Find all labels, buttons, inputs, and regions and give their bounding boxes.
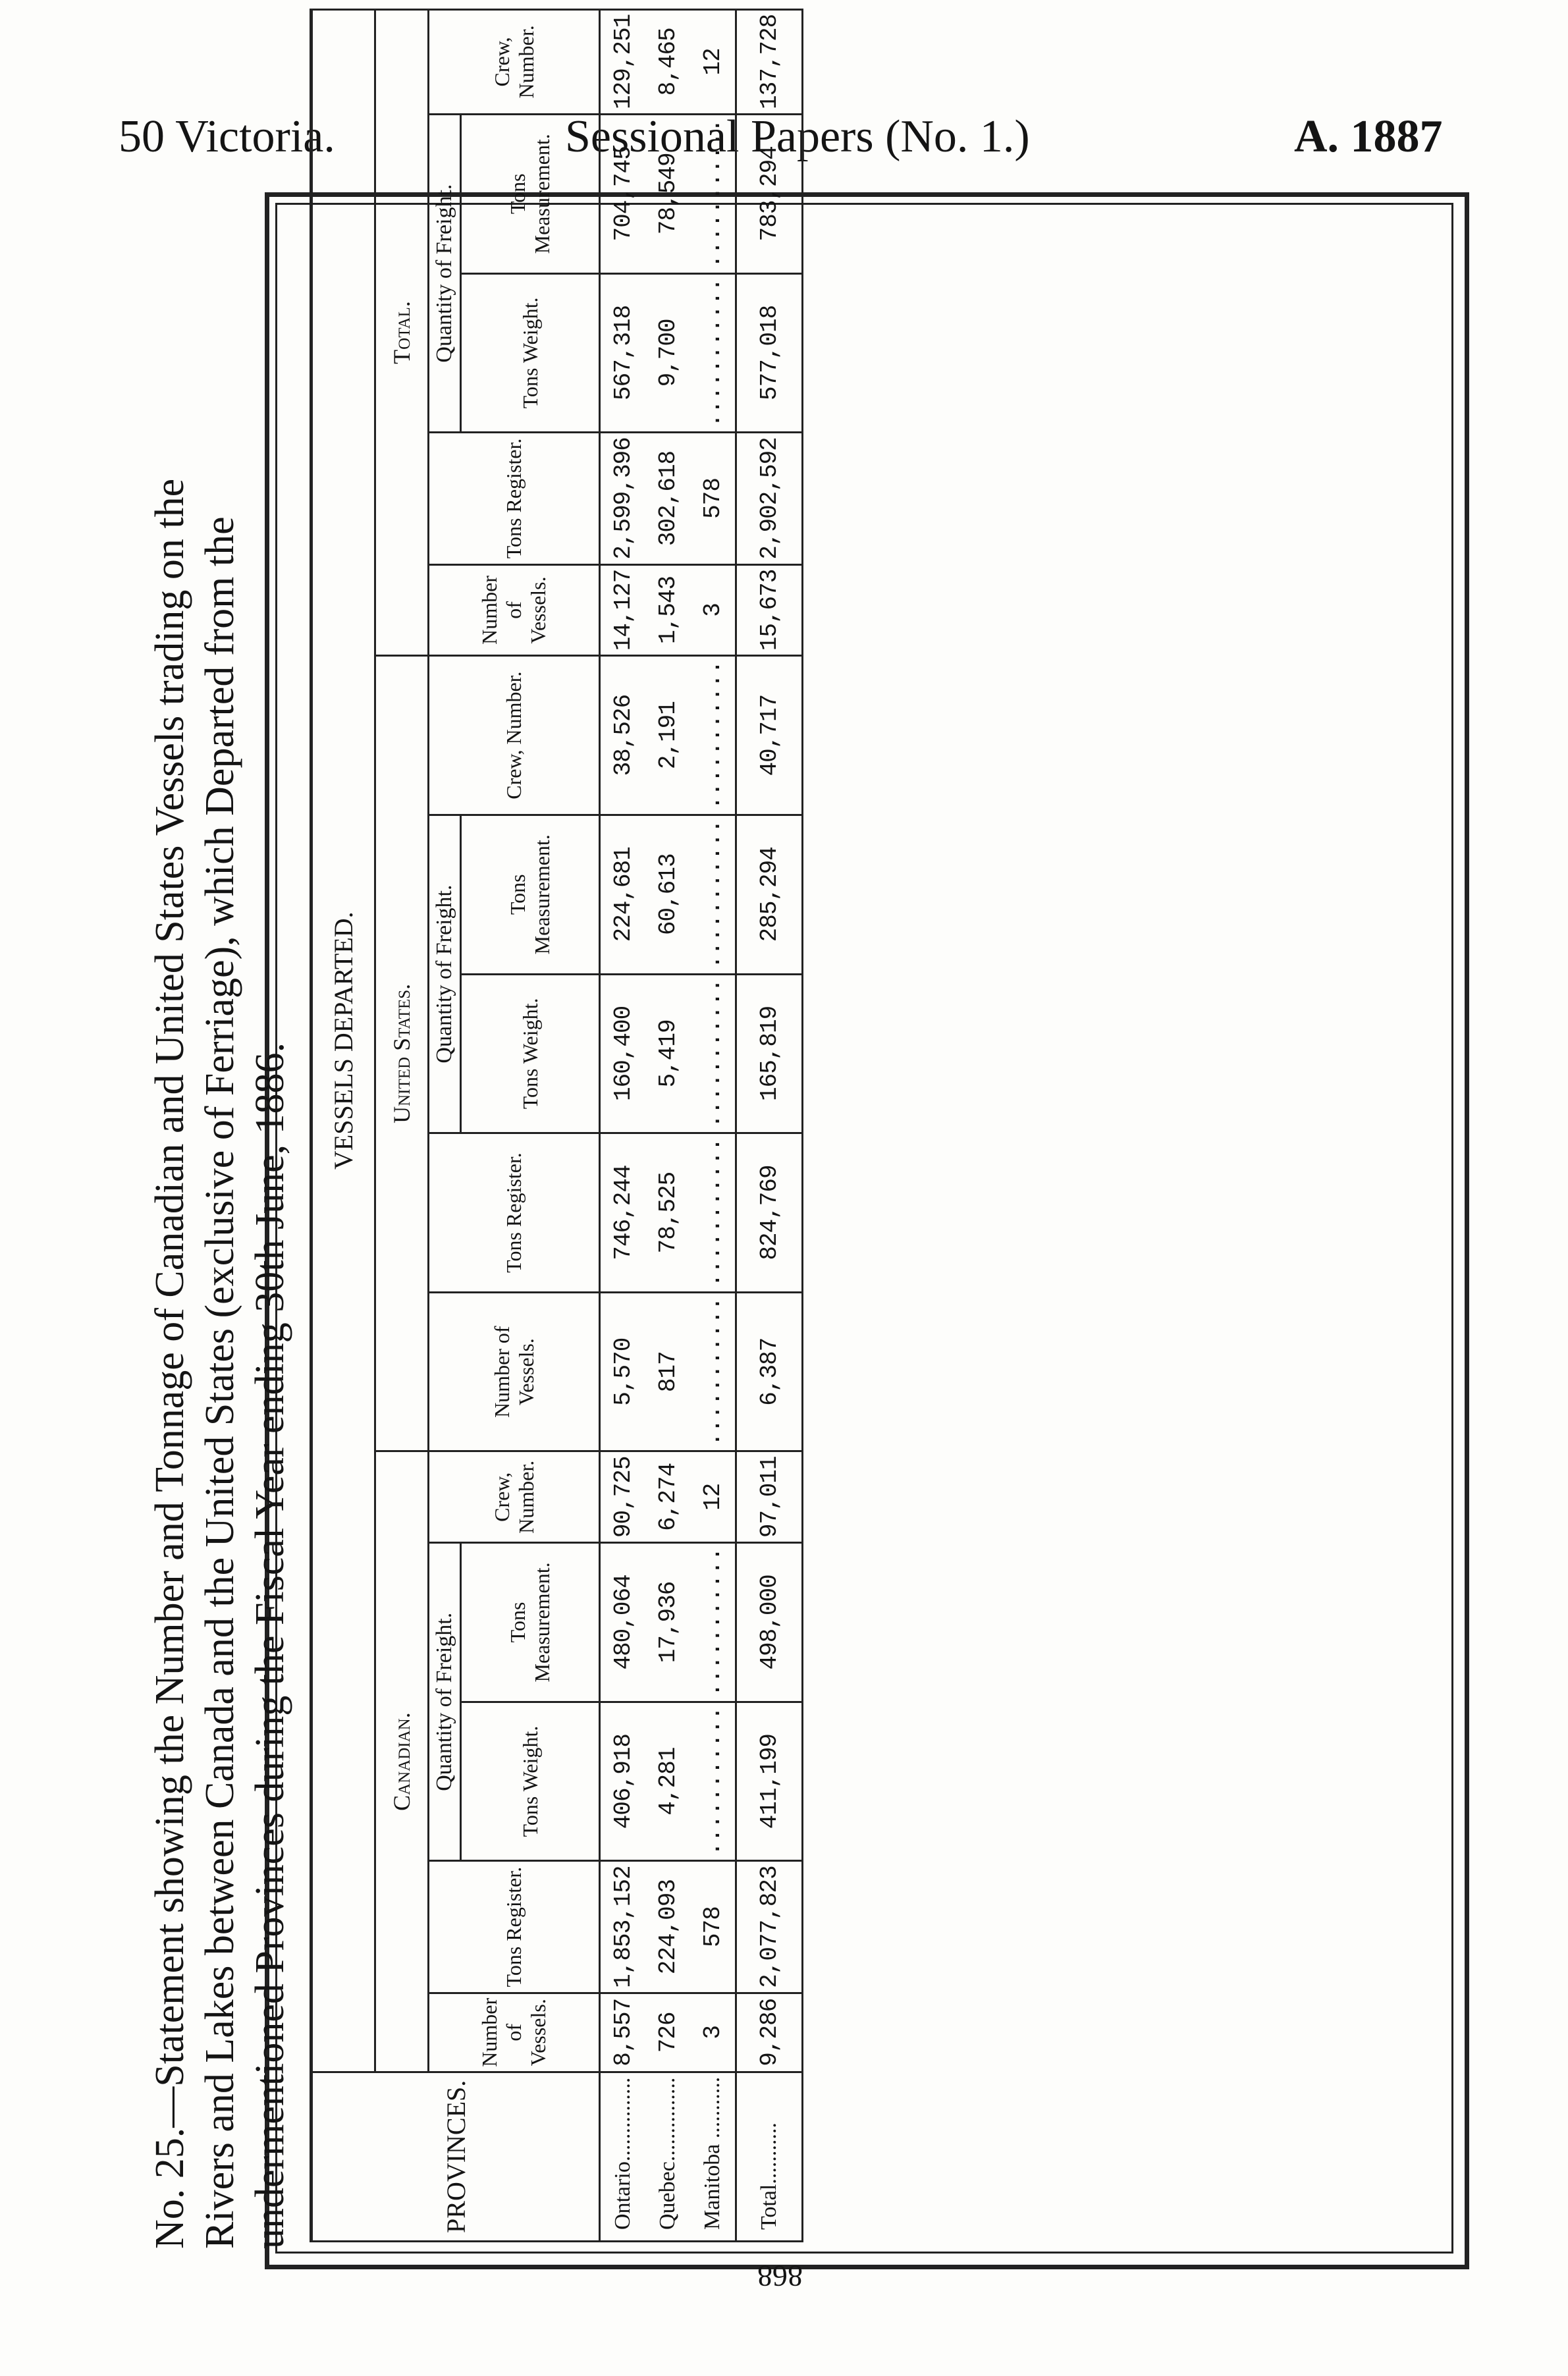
cell: 129,251	[600, 9, 646, 114]
cell: 137,728	[736, 9, 803, 114]
cell: 746,244	[600, 1133, 646, 1293]
table-row	[600, 9, 646, 2241]
cell: 12	[690, 9, 736, 114]
cell: 224,681	[600, 815, 646, 974]
cell: 160,400	[600, 974, 646, 1133]
cell: 8,557	[600, 1993, 646, 2072]
province-name: Manitoba ...........	[690, 2072, 736, 2241]
cell: ...........	[690, 1292, 736, 1451]
total-label: Total...........	[736, 2072, 803, 2241]
cell: 726	[645, 1993, 690, 2072]
col-header-register: Tons Register.	[429, 1861, 600, 1993]
cell: 17,936	[645, 1543, 690, 1702]
statement-title-line-2: Rivers and Lakes between Canada and the United States (exclusive of Ferriage), which Departed from the	[198, 516, 242, 2249]
cell: 40,717	[736, 656, 803, 815]
cell: 824,769	[736, 1133, 803, 1293]
cell: ...........	[690, 114, 736, 273]
col-header-freight: Quantity of Freight.	[429, 815, 461, 1133]
cell: 817	[645, 1292, 690, 1451]
col-header-weight: Tons Weight.	[461, 273, 600, 433]
cell: 165,819	[736, 974, 803, 1133]
col-header-measurement: Tons Measurement.	[461, 114, 600, 273]
cell: 783,294	[736, 114, 803, 273]
cell: 578	[690, 1861, 736, 1993]
cell: 38,526	[600, 656, 646, 815]
group-header-canadian: Canadian.	[375, 1451, 429, 2072]
cell: 3	[690, 1993, 736, 2072]
table-row	[690, 9, 736, 2241]
cell: 78,525	[645, 1133, 690, 1293]
cell: 567,318	[600, 273, 646, 433]
header-sessional-papers: Sessional Papers (No. 1.)	[565, 111, 1030, 162]
vessels-departed-header: VESSELS DEPARTED.	[311, 9, 375, 2072]
cell: ...........	[690, 1133, 736, 1293]
col-header-vessels: Number of Vessels.	[429, 1292, 600, 1451]
cell: 704,745	[600, 114, 646, 273]
cell: 14,127	[600, 564, 646, 656]
cell: 97,011	[736, 1451, 803, 1543]
cell: ...........	[690, 1543, 736, 1702]
header-year: A. 1887	[1294, 111, 1443, 162]
cell: 2,599,396	[600, 433, 646, 564]
header-session: 50 Victoria.	[119, 111, 335, 162]
cell: 302,618	[645, 433, 690, 564]
statement-title-line-1: No. 25.—Statement showing the Number and Tonnage of Canadian and United States Vessels trading on the	[148, 478, 192, 2249]
cell: 9,286	[736, 1993, 803, 2072]
table-row	[645, 9, 690, 2241]
col-header-register: Tons Register.	[429, 433, 600, 564]
group-header-united-states: United States.	[375, 656, 429, 1451]
cell: 6,387	[736, 1292, 803, 1451]
cell: 498,000	[736, 1543, 803, 1702]
cell: 2,902,592	[736, 433, 803, 564]
col-header-vessels: Number of Vessels.	[429, 1993, 600, 2072]
cell: 224,093	[645, 1861, 690, 1993]
vessels-departed-table	[310, 9, 803, 2242]
cell: 2,077,823	[736, 1861, 803, 1993]
col-header-vessels: Number of Vessels.	[429, 564, 600, 656]
cell: ...........	[690, 1702, 736, 1861]
cell: 2,191	[645, 656, 690, 815]
col-header-crew: Crew, Number.	[429, 9, 600, 114]
col-header-crew: Crew, Number.	[429, 656, 600, 815]
province-name: Quebec...............	[645, 2072, 690, 2241]
group-header-total: Total.	[375, 9, 429, 656]
cell: 1,543	[645, 564, 690, 656]
cell: 480,064	[600, 1543, 646, 1702]
cell: 5,419	[645, 974, 690, 1133]
cell: 4,281	[645, 1702, 690, 1861]
cell: 90,725	[600, 1451, 646, 1543]
cell: 578	[690, 433, 736, 564]
col-header-freight: Quantity of Freight.	[429, 114, 461, 432]
col-header-crew: Crew, Number.	[429, 1451, 600, 1543]
cell: 5,570	[600, 1292, 646, 1451]
cell: 60,613	[645, 815, 690, 974]
cell: 406,918	[600, 1702, 646, 1861]
col-header-freight: Quantity of Freight.	[429, 1543, 461, 1861]
col-header-measurement: Tons Measurement.	[461, 1543, 600, 1702]
cell: 285,294	[736, 815, 803, 974]
cell: ...........	[690, 656, 736, 815]
province-name: Ontario...............	[600, 2072, 646, 2241]
cell: 9,700	[645, 273, 690, 433]
col-header-weight: Tons Weight.	[461, 974, 600, 1133]
cell: 411,199	[736, 1702, 803, 1861]
col-header-measurement: Tons Measurement.	[461, 815, 600, 974]
cell: 8,465	[645, 9, 690, 114]
cell: 3	[690, 564, 736, 656]
cell: 577,018	[736, 273, 803, 433]
cell: 6,274	[645, 1451, 690, 1543]
provinces-header: PROVINCES.	[311, 2072, 600, 2241]
cell: ...........	[690, 974, 736, 1133]
cell: 1,853,152	[600, 1861, 646, 1993]
statement-title-line-3: undermentioned Provinces during the Fiscal Year ending 30th June, 1886.	[248, 1042, 292, 2249]
cell: 78,549	[645, 114, 690, 273]
cell: ...........	[690, 273, 736, 433]
col-header-register: Tons Register.	[429, 1133, 600, 1293]
col-header-weight: Tons Weight.	[461, 1702, 600, 1861]
cell: ...........	[690, 815, 736, 974]
cell: 15,673	[736, 564, 803, 656]
page-folio: 868	[757, 2259, 803, 2293]
cell: 12	[690, 1451, 736, 1543]
table-row-total	[736, 9, 803, 2241]
